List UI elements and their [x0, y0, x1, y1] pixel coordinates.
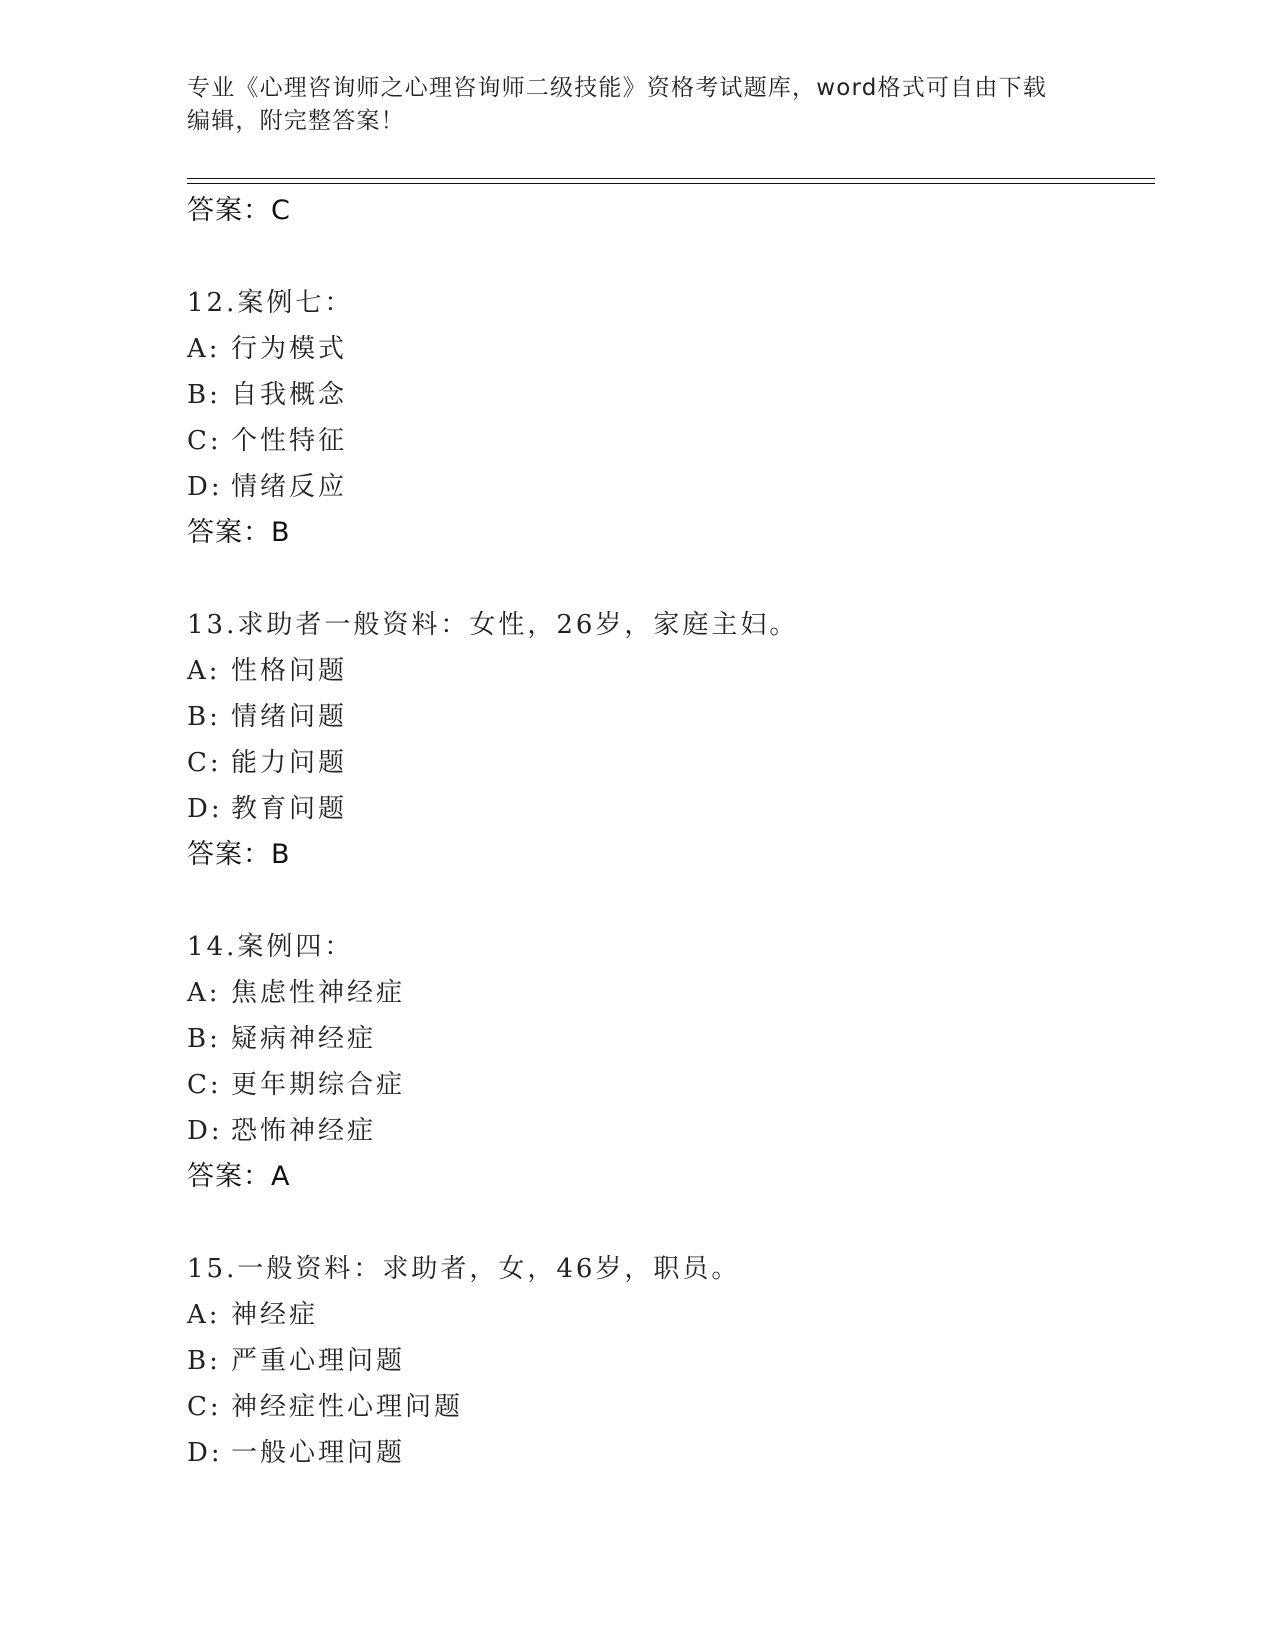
answer-line: 答案：B [187, 839, 291, 870]
option-letter: D: [187, 1438, 223, 1468]
option-a [187, 970, 1147, 1016]
option-b [187, 1338, 1147, 1384]
option-b [187, 1016, 1147, 1062]
option-letter: C: [187, 426, 222, 456]
option-letter: B: [187, 702, 221, 732]
option-text: 严重心理问题 [231, 1346, 406, 1376]
option-letter: A: [187, 334, 221, 364]
spacer [187, 878, 1147, 924]
option-letter: A: [187, 1300, 221, 1330]
option-text: 自我概念 [231, 380, 348, 410]
question-title: 12.案例七： [187, 288, 354, 318]
question-block [187, 280, 1147, 556]
option-text: 行为模式 [231, 334, 348, 364]
option-letter: D: [187, 1116, 223, 1146]
question-list [187, 188, 1147, 1476]
option-text: 神经症性心理问题 [231, 1392, 464, 1422]
answer-line: 答案：B [187, 517, 291, 548]
option-text: 能力问题 [231, 748, 348, 778]
option-letter: C: [187, 1070, 222, 1100]
option-c [187, 418, 1147, 464]
spacer [187, 234, 1147, 280]
option-text: 个性特征 [231, 426, 348, 456]
option-text: 情绪问题 [231, 702, 348, 732]
option-letter: D: [187, 794, 223, 824]
document-header [187, 72, 1087, 138]
option-letter: B: [187, 1346, 221, 1376]
option-b [187, 694, 1147, 740]
question-block [187, 1246, 1147, 1476]
option-a [187, 1292, 1147, 1338]
option-text: 疑病神经症 [231, 1024, 377, 1054]
question-title: 15.一般资料：求助者，女，46岁，职员。 [187, 1254, 741, 1284]
header-line-1: 专业《心理咨询师之心理咨询师二级技能》资格考试题库，word格式可自由下载 [187, 75, 1047, 101]
option-text: 恐怖神经症 [231, 1116, 377, 1146]
option-letter: B: [187, 380, 221, 410]
header-rule-top [187, 178, 1155, 179]
option-letter: A: [187, 978, 221, 1008]
option-text: 性格问题 [231, 656, 348, 686]
option-a [187, 326, 1147, 372]
question-block [187, 602, 1147, 878]
answer-line: 答案：A [187, 1161, 291, 1192]
option-letter: C: [187, 748, 222, 778]
question-title: 13.求助者一般资料：女性，26岁，家庭主妇。 [187, 610, 799, 640]
option-text: 更年期综合症 [231, 1070, 406, 1100]
option-c [187, 1062, 1147, 1108]
option-letter: A: [187, 656, 221, 686]
option-letter: D: [187, 472, 223, 502]
option-text: 焦虑性神经症 [231, 978, 406, 1008]
answer-line: 答案：C [187, 195, 291, 226]
question-title: 14.案例四： [187, 932, 354, 962]
option-d [187, 1108, 1147, 1154]
spacer [187, 556, 1147, 602]
option-d [187, 464, 1147, 510]
option-c [187, 740, 1147, 786]
option-b [187, 372, 1147, 418]
spacer [187, 1200, 1147, 1246]
question-block [187, 924, 1147, 1200]
header-line-2: 编辑，附完整答案！ [187, 108, 405, 134]
option-text: 神经症 [231, 1300, 319, 1330]
option-a [187, 648, 1147, 694]
header-rule-bottom [187, 183, 1155, 184]
option-d [187, 786, 1147, 832]
option-d [187, 1430, 1147, 1476]
option-text: 情绪反应 [231, 472, 348, 502]
option-text: 一般心理问题 [231, 1438, 406, 1468]
option-letter: C: [187, 1392, 222, 1422]
option-letter: B: [187, 1024, 221, 1054]
option-text: 教育问题 [231, 794, 348, 824]
option-c [187, 1384, 1147, 1430]
